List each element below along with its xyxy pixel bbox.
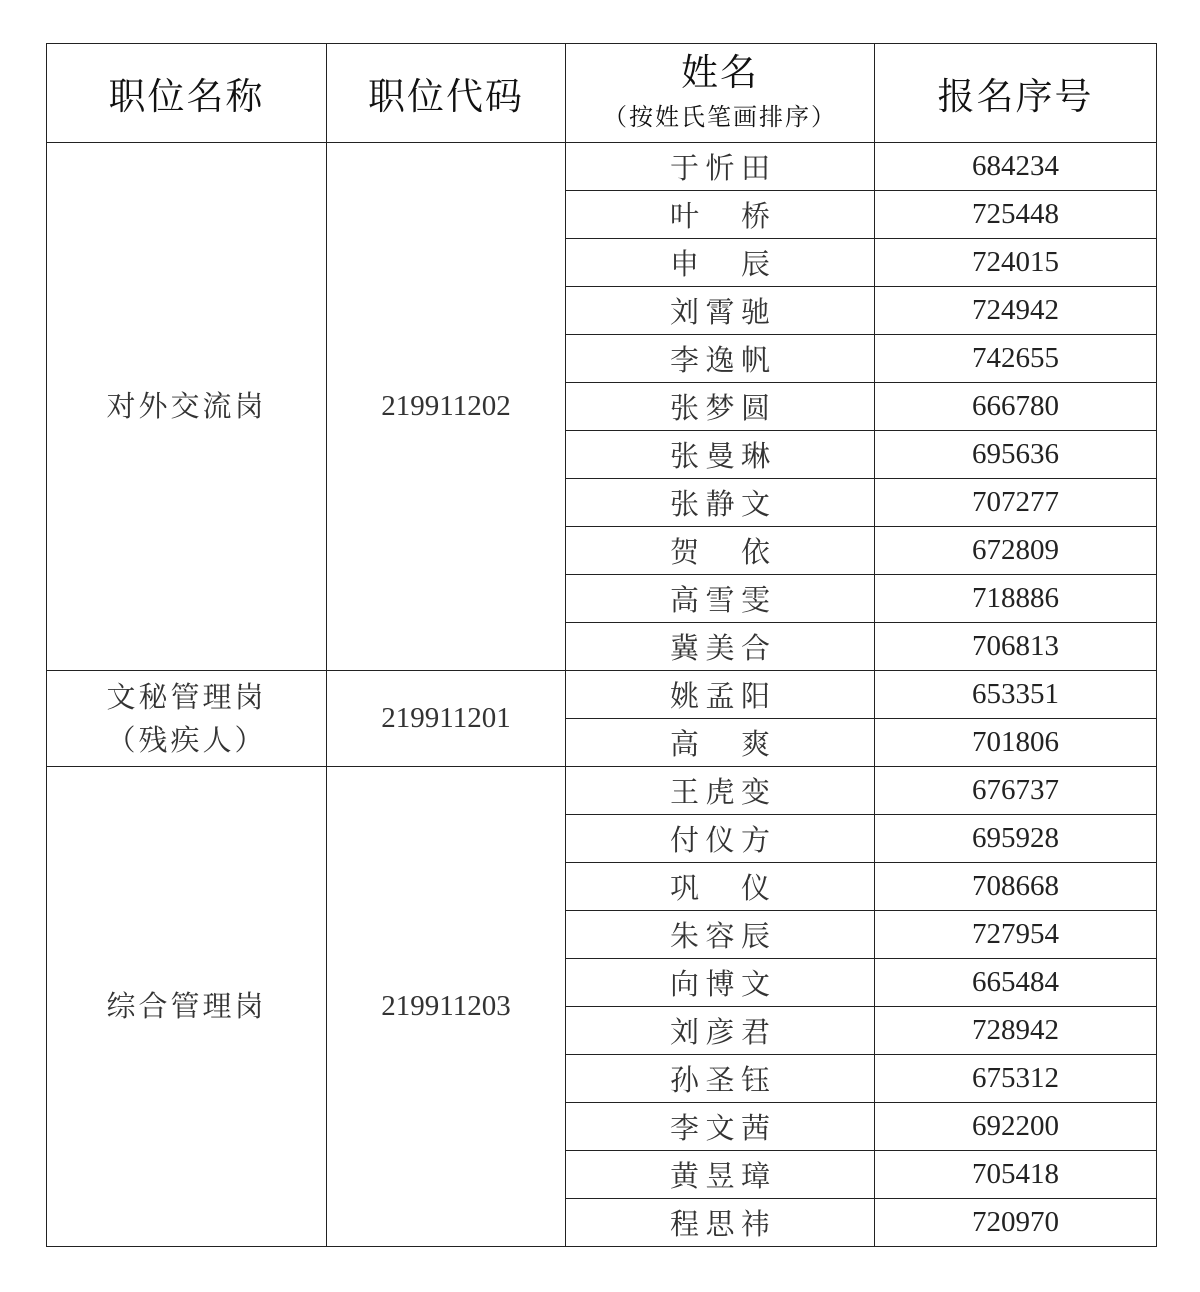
registration-number-cell: 684234 (875, 143, 1157, 191)
post-name-line: （残疾人） (106, 722, 267, 757)
candidate-name-cell (566, 1007, 875, 1055)
header-code-label: 职位代码 (368, 75, 524, 118)
candidate-roster-table (46, 43, 1157, 1247)
candidate-name: 付仪方 (670, 823, 770, 857)
table-row (47, 143, 1157, 191)
header-name (566, 44, 875, 143)
candidate-name: 李逸帆 (670, 343, 770, 377)
header-post-label: 职位名称 (108, 75, 265, 118)
candidate-name-cell (566, 527, 875, 575)
candidate-name-cell (566, 383, 875, 431)
candidate-name-cell (566, 1103, 875, 1151)
candidate-name: 程思祎 (670, 1207, 770, 1241)
candidate-name-cell (566, 239, 875, 287)
header-number (875, 44, 1157, 143)
post-name-line: 文秘管理岗 (106, 680, 267, 715)
candidate-name: 于忻田 (670, 151, 770, 185)
registration-number-cell: 708668 (875, 863, 1157, 911)
candidate-name-cell (566, 767, 875, 815)
header-name-label: 姓名 (681, 51, 759, 95)
candidate-name: 黄昱璋 (670, 1159, 770, 1193)
header-row (47, 44, 1157, 143)
candidate-name: 张曼琳 (670, 439, 770, 473)
candidate-name: 孙圣钰 (670, 1063, 770, 1097)
candidate-name: 王虎变 (670, 775, 770, 809)
post-code-cell: 219911203 (327, 767, 566, 1247)
candidate-name: 刘霄驰 (670, 295, 770, 329)
candidate-name-cell (566, 623, 875, 671)
post-name-cell (47, 671, 327, 767)
candidate-name: 巩仪 (670, 871, 770, 905)
candidate-name: 冀美合 (670, 631, 770, 665)
candidate-name: 张静文 (670, 487, 770, 521)
candidate-name-cell (566, 815, 875, 863)
registration-number-cell: 724015 (875, 239, 1157, 287)
candidate-name-cell (566, 143, 875, 191)
candidate-name: 姚孟阳 (670, 679, 770, 713)
registration-number-cell: 666780 (875, 383, 1157, 431)
candidate-name-cell (566, 1055, 875, 1103)
post-name-cell (47, 143, 327, 671)
candidate-name: 高爽 (670, 727, 770, 761)
registration-number-cell: 724942 (875, 287, 1157, 335)
registration-number-cell: 676737 (875, 767, 1157, 815)
post-name-line: 综合管理岗 (106, 989, 267, 1024)
registration-number-cell: 720970 (875, 1199, 1157, 1247)
candidate-name-cell (566, 959, 875, 1007)
header-post (47, 44, 327, 143)
candidate-name: 贺依 (670, 535, 770, 569)
candidate-name-cell (566, 287, 875, 335)
registration-number-cell: 706813 (875, 623, 1157, 671)
candidate-name-cell (566, 911, 875, 959)
post-code-cell: 219911202 (327, 143, 566, 671)
candidate-name-cell (566, 479, 875, 527)
registration-number-cell: 692200 (875, 1103, 1157, 1151)
candidate-name-cell (566, 191, 875, 239)
table-row (47, 767, 1157, 815)
candidate-name: 刘彦君 (670, 1015, 770, 1049)
registration-number-cell: 665484 (875, 959, 1157, 1007)
candidate-name: 李文茜 (670, 1111, 770, 1145)
registration-number-cell: 707277 (875, 479, 1157, 527)
registration-number-cell: 728942 (875, 1007, 1157, 1055)
candidate-name-cell (566, 431, 875, 479)
candidate-name-cell (566, 1199, 875, 1247)
table-row (47, 671, 1157, 719)
registration-number-cell: 742655 (875, 335, 1157, 383)
registration-number-cell: 718886 (875, 575, 1157, 623)
candidate-name-cell (566, 719, 875, 767)
registration-number-cell: 725448 (875, 191, 1157, 239)
candidate-name: 叶桥 (670, 199, 770, 233)
candidate-name: 高雪雯 (670, 583, 770, 617)
registration-number-cell: 675312 (875, 1055, 1157, 1103)
candidate-name-cell (566, 575, 875, 623)
post-code-cell: 219911201 (327, 671, 566, 767)
candidate-name: 申辰 (670, 247, 770, 281)
registration-number-cell: 695928 (875, 815, 1157, 863)
registration-number-cell: 705418 (875, 1151, 1157, 1199)
header-name-note: （按姓氏笔画排序） (603, 102, 837, 131)
registration-number-cell: 701806 (875, 719, 1157, 767)
candidate-name: 朱容辰 (670, 919, 770, 953)
candidate-name-cell (566, 335, 875, 383)
registration-number-cell: 695636 (875, 431, 1157, 479)
registration-number-cell: 653351 (875, 671, 1157, 719)
post-name-cell (47, 767, 327, 1247)
registration-number-cell: 727954 (875, 911, 1157, 959)
candidate-name-cell (566, 863, 875, 911)
post-name-line: 对外交流岗 (106, 389, 267, 424)
candidate-name: 张梦圆 (670, 391, 770, 425)
candidate-name-cell (566, 671, 875, 719)
candidate-name-cell (566, 1151, 875, 1199)
roster-body (47, 143, 1157, 1247)
registration-number-cell: 672809 (875, 527, 1157, 575)
header-code (327, 44, 566, 143)
header-number-label: 报名序号 (937, 75, 1094, 118)
candidate-name: 向博文 (670, 967, 770, 1001)
